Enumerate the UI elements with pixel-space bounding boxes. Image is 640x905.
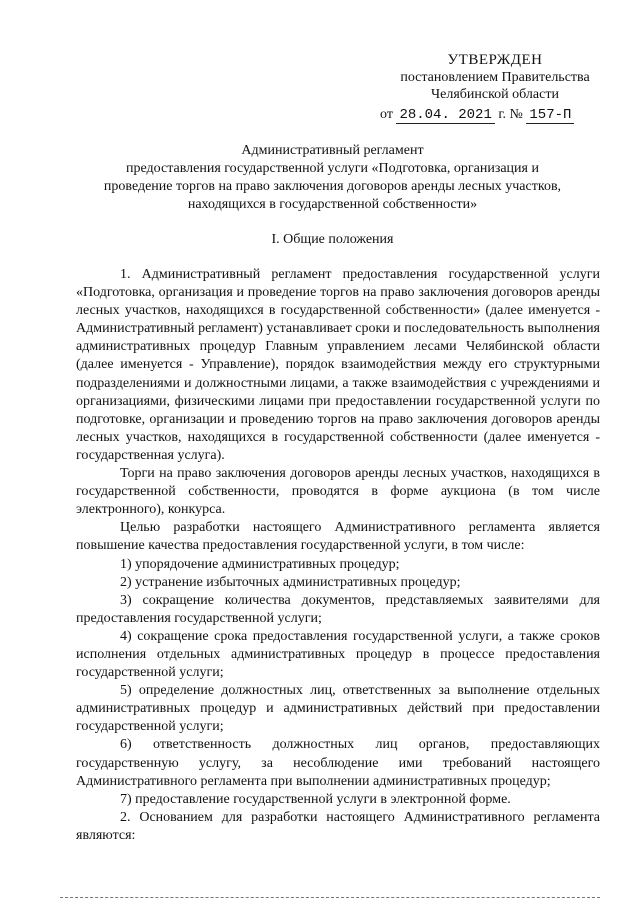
approval-line-2: Челябинской области [431,87,559,102]
paragraph: Торги на право заключения договоров аренды лесных участков, находящихся в государственной собственности, проводятся в форме аукциона (в том числе электронного), конкурса. [76,466,600,518]
title-line-3: проведение торгов на право заключения договоров аренды лесных участков, [103,179,562,194]
approval-stamp [380,52,610,124]
list-item: 5) определение должностных лиц, ответственных за выполнение отдельных административных процедур и административных действий при предоставлении государственной услуги; [76,683,600,735]
document-title [60,142,605,214]
paragraph: 1. Административный регламент предоставления государственной услуги «Подготовка, организация и проведение торгов на право заключения договоров аренды лесных участков, находящихся в государственной собственности» (далее именуется - Административный регламент) устанавливает сроки и последовательность выполнения административных процедур Главным управлением лесами Челябинской области (далее именуется - Управление), порядок взаимодействия между его структурными подразделениями и должностными лицами, а также взаимодействия с учреждениями и организациями, физическими лицами при предоставлении государственной услуги по подготовке, организации и проведению торгов на право заключения договоров аренды лесных участков, находящихся в государственной собственности (далее именуется - государственная услуга). [76,267,600,463]
list-item: 6) ответственность должностных лиц органов, предоставляющих государственную услугу, за несоблюдение ими требований настоящего Административного регламента при выполнении административных процедур; [76,737,600,789]
year-abbr: г. [498,107,507,122]
number-sign: № [509,107,523,122]
scan-edge-line [60,897,600,898]
paragraph: 2. Основанием для разработки настоящего Административного регламента являются: [76,809,600,843]
section-heading: I. Общие положения [271,232,394,247]
paragraph: Целью разработки настоящего Административного регламента является повышение качества предоставления государственной услуги, в том числе: [76,520,600,554]
from-label: от [380,107,393,122]
title-line-2: предоставления государственной услуги «Подготовка, организация и [126,161,539,176]
title-line-4: находящихся в государственной собственности» [187,197,478,212]
list-item: 2) устранение избыточных административных процедур; [120,574,461,590]
approval-dateline [380,106,610,124]
approval-line-1: постановлением Правительства [400,70,590,85]
approval-date: 28.04. 2021 [396,107,494,124]
list-item: 4) сокращение срока предоставления государственной услуги, а также сроков исполнения отдельных административных процедур в процессе предоставления государственной услуги; [76,628,600,681]
list-item: 3) сокращение количества документов, представляемых заявителями для предоставления государственной услуги; [76,592,600,626]
approved-label: УТВЕРЖДЕН [447,52,543,68]
list-item: 1) упорядочение административных процедур; [120,556,400,572]
title-line-1: Административный регламент [241,143,424,158]
approval-number: 157-П [526,107,574,124]
document-body [76,266,600,845]
list-item: 7) предоставление государственной услуги в электронной форме. [120,791,511,807]
